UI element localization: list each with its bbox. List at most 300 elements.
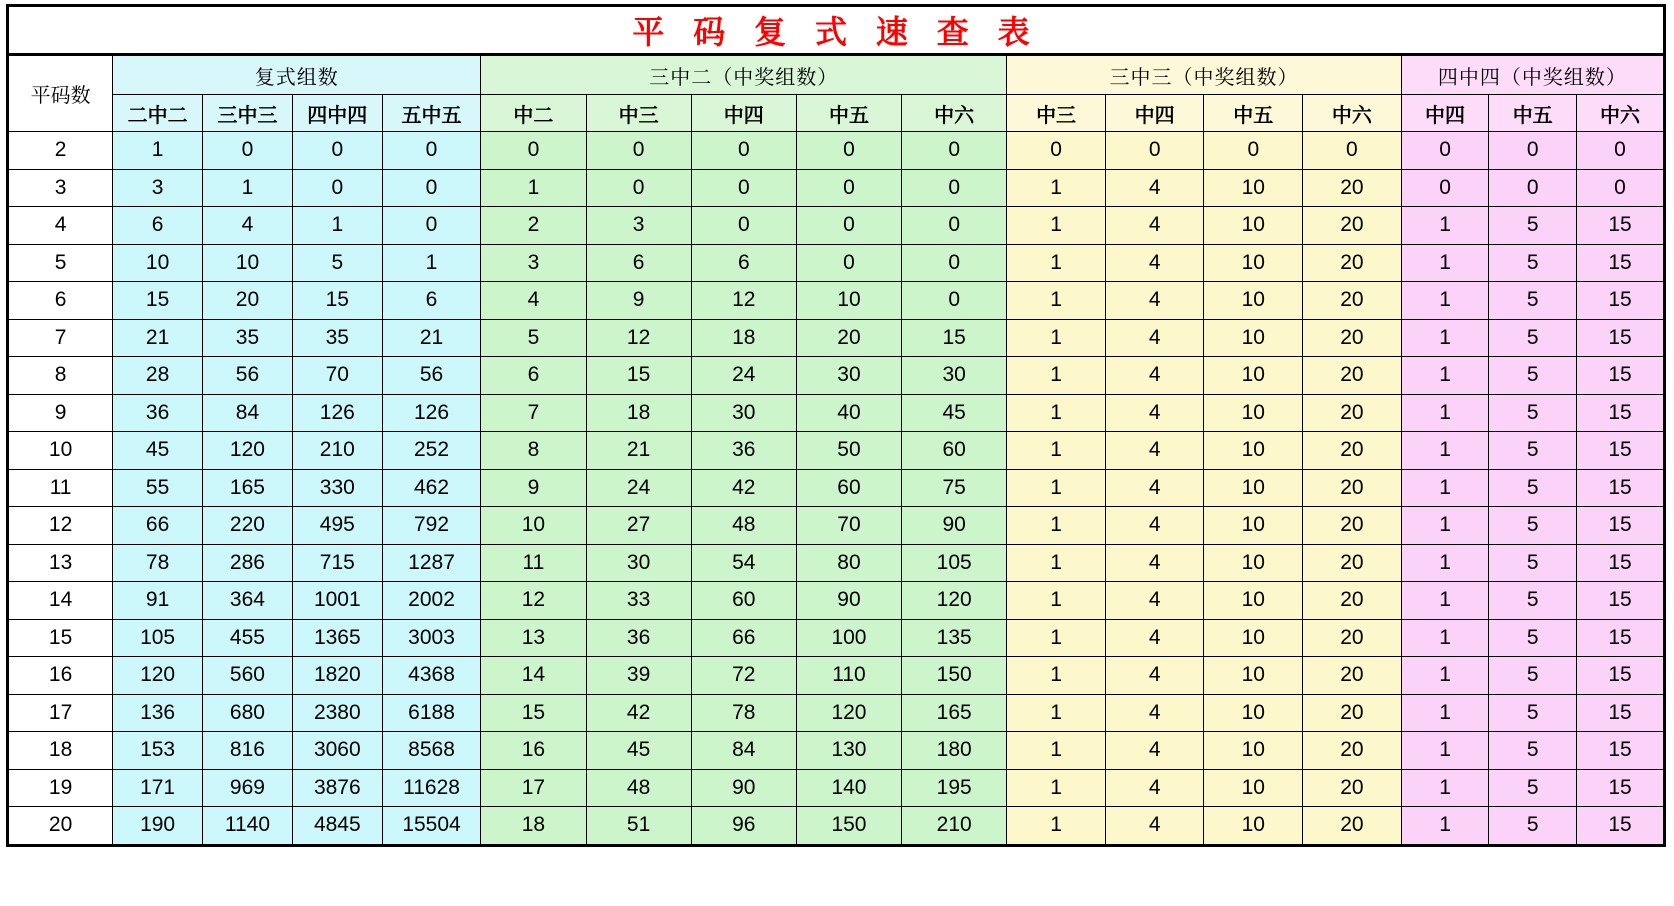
cell-d-0: 1: [1401, 582, 1489, 620]
cell-b-4: 0: [902, 244, 1007, 282]
cell-c-2: 10: [1204, 394, 1303, 432]
cell-b-0: 1: [481, 169, 586, 207]
cell-b-1: 9: [586, 282, 691, 320]
title-cell: [8, 6, 1665, 55]
cell-a-2: 715: [292, 544, 382, 582]
cell-d-1: 5: [1489, 357, 1577, 395]
cell-b-0: 12: [481, 582, 586, 620]
cell-c-2: 10: [1204, 769, 1303, 807]
cell-c-3: 20: [1303, 169, 1402, 207]
cell-d-1: 5: [1489, 319, 1577, 357]
cell-d-0: 1: [1401, 807, 1489, 846]
cell-a-0: 6: [113, 207, 203, 245]
cell-c-2: 10: [1204, 619, 1303, 657]
cell-b-3: 120: [796, 694, 901, 732]
cell-a-0: 15: [113, 282, 203, 320]
cell-b-0: 15: [481, 694, 586, 732]
table-row: [8, 694, 1665, 732]
col-header-d-0: 中四: [1401, 95, 1489, 132]
col-header-b-1: 中三: [586, 95, 691, 132]
table-row: [8, 244, 1665, 282]
cell-d-0: 1: [1401, 769, 1489, 807]
cell-c-2: 10: [1204, 207, 1303, 245]
row-index-cell: 9: [8, 394, 113, 432]
cell-b-2: 30: [691, 394, 796, 432]
cell-b-4: 0: [902, 169, 1007, 207]
table-row: [8, 357, 1665, 395]
cell-a-2: 0: [292, 169, 382, 207]
group-header-sanzhonger: 三中二（中奖组数）: [481, 55, 1007, 95]
cell-b-2: 84: [691, 732, 796, 770]
cell-c-1: 4: [1105, 769, 1204, 807]
cell-c-2: 10: [1204, 507, 1303, 545]
cell-a-0: 105: [113, 619, 203, 657]
cell-a-1: 455: [203, 619, 293, 657]
cell-b-2: 24: [691, 357, 796, 395]
title-row: [8, 6, 1665, 55]
cell-c-2: 10: [1204, 319, 1303, 357]
cell-a-0: 171: [113, 769, 203, 807]
cell-c-1: 4: [1105, 657, 1204, 695]
cell-b-3: 100: [796, 619, 901, 657]
cell-b-4: 90: [902, 507, 1007, 545]
cell-b-0: 11: [481, 544, 586, 582]
cell-c-0: 1: [1007, 807, 1106, 846]
cell-c-0: 1: [1007, 769, 1106, 807]
cell-a-3: 6: [382, 282, 481, 320]
cell-d-2: 15: [1577, 657, 1665, 695]
cell-c-1: 4: [1105, 432, 1204, 470]
cell-b-1: 48: [586, 769, 691, 807]
table-row: [8, 207, 1665, 245]
cell-d-1: 5: [1489, 694, 1577, 732]
table-row: [8, 769, 1665, 807]
cell-d-0: 1: [1401, 244, 1489, 282]
cell-b-3: 110: [796, 657, 901, 695]
col-header-c-1: 中四: [1105, 95, 1204, 132]
cell-a-2: 3060: [292, 732, 382, 770]
cell-b-3: 0: [796, 207, 901, 245]
cell-a-1: 1140: [203, 807, 293, 846]
cell-c-3: 20: [1303, 657, 1402, 695]
cell-b-0: 2: [481, 207, 586, 245]
cell-d-1: 5: [1489, 432, 1577, 470]
cell-b-1: 42: [586, 694, 691, 732]
cell-c-1: 4: [1105, 807, 1204, 846]
cell-d-2: 15: [1577, 619, 1665, 657]
table-row: [8, 432, 1665, 470]
cell-d-2: 0: [1577, 169, 1665, 207]
cell-b-3: 30: [796, 357, 901, 395]
cell-d-0: 0: [1401, 132, 1489, 170]
cell-a-0: 3: [113, 169, 203, 207]
cell-d-2: 15: [1577, 394, 1665, 432]
cell-b-2: 90: [691, 769, 796, 807]
cell-a-0: 66: [113, 507, 203, 545]
cell-b-4: 195: [902, 769, 1007, 807]
cell-d-0: 1: [1401, 507, 1489, 545]
cell-a-1: 220: [203, 507, 293, 545]
row-index-cell: 14: [8, 582, 113, 620]
cell-c-1: 4: [1105, 282, 1204, 320]
cell-a-1: 364: [203, 582, 293, 620]
cell-a-3: 792: [382, 507, 481, 545]
row-index-cell: 16: [8, 657, 113, 695]
cell-d-2: 15: [1577, 582, 1665, 620]
cell-b-2: 72: [691, 657, 796, 695]
cell-a-2: 0: [292, 132, 382, 170]
cell-a-1: 1: [203, 169, 293, 207]
cell-b-4: 105: [902, 544, 1007, 582]
cell-c-1: 4: [1105, 244, 1204, 282]
row-index-cell: 3: [8, 169, 113, 207]
cell-a-3: 2002: [382, 582, 481, 620]
cell-c-0: 1: [1007, 282, 1106, 320]
cell-d-0: 1: [1401, 282, 1489, 320]
cell-d-1: 0: [1489, 169, 1577, 207]
cell-a-3: 6188: [382, 694, 481, 732]
cell-c-2: 10: [1204, 282, 1303, 320]
table-row: [8, 469, 1665, 507]
cell-b-0: 8: [481, 432, 586, 470]
cell-a-0: 1: [113, 132, 203, 170]
cell-d-1: 5: [1489, 394, 1577, 432]
cell-b-4: 0: [902, 132, 1007, 170]
cell-c-3: 20: [1303, 469, 1402, 507]
table-row: [8, 582, 1665, 620]
cell-b-4: 0: [902, 282, 1007, 320]
cell-b-2: 36: [691, 432, 796, 470]
cell-c-2: 10: [1204, 694, 1303, 732]
row-index-cell: 4: [8, 207, 113, 245]
col-header-b-2: 中四: [691, 95, 796, 132]
cell-a-2: 2380: [292, 694, 382, 732]
row-index-cell: 11: [8, 469, 113, 507]
col-header-a-0: 二中二: [113, 95, 203, 132]
cell-a-0: 78: [113, 544, 203, 582]
cell-b-1: 36: [586, 619, 691, 657]
row-index-cell: 15: [8, 619, 113, 657]
cell-c-2: 10: [1204, 582, 1303, 620]
cell-a-3: 252: [382, 432, 481, 470]
cell-a-1: 20: [203, 282, 293, 320]
cell-d-0: 1: [1401, 657, 1489, 695]
cell-d-1: 5: [1489, 544, 1577, 582]
cell-b-0: 6: [481, 357, 586, 395]
cell-a-0: 190: [113, 807, 203, 846]
cell-a-0: 45: [113, 432, 203, 470]
cell-d-1: 5: [1489, 582, 1577, 620]
cell-c-0: 1: [1007, 507, 1106, 545]
cell-c-0: 1: [1007, 619, 1106, 657]
cell-c-2: 10: [1204, 544, 1303, 582]
cell-c-0: 1: [1007, 432, 1106, 470]
cell-b-3: 70: [796, 507, 901, 545]
cell-c-3: 20: [1303, 769, 1402, 807]
cell-a-2: 35: [292, 319, 382, 357]
col-header-d-2: 中六: [1577, 95, 1665, 132]
cell-b-2: 48: [691, 507, 796, 545]
cell-c-0: 1: [1007, 169, 1106, 207]
cell-a-0: 10: [113, 244, 203, 282]
cell-c-1: 4: [1105, 357, 1204, 395]
cell-d-1: 5: [1489, 657, 1577, 695]
cell-b-2: 78: [691, 694, 796, 732]
table-row: [8, 507, 1665, 545]
cell-c-0: 1: [1007, 544, 1106, 582]
cell-c-1: 4: [1105, 732, 1204, 770]
table-row: [8, 132, 1665, 170]
table-row: [8, 657, 1665, 695]
cell-a-3: 0: [382, 132, 481, 170]
col-header-c-0: 中三: [1007, 95, 1106, 132]
table-row: [8, 394, 1665, 432]
cell-b-0: 13: [481, 619, 586, 657]
group-header-row: [8, 55, 1665, 95]
cell-a-3: 8568: [382, 732, 481, 770]
cell-b-0: 10: [481, 507, 586, 545]
cell-d-0: 1: [1401, 694, 1489, 732]
cell-a-1: 10: [203, 244, 293, 282]
cell-a-1: 286: [203, 544, 293, 582]
cell-a-2: 15: [292, 282, 382, 320]
cell-c-3: 20: [1303, 394, 1402, 432]
cell-b-0: 5: [481, 319, 586, 357]
cell-b-4: 15: [902, 319, 1007, 357]
cell-a-1: 680: [203, 694, 293, 732]
cell-c-3: 20: [1303, 244, 1402, 282]
cell-d-1: 5: [1489, 507, 1577, 545]
cell-a-3: 4368: [382, 657, 481, 695]
cell-c-3: 20: [1303, 432, 1402, 470]
cell-c-1: 4: [1105, 169, 1204, 207]
cell-c-2: 10: [1204, 469, 1303, 507]
cell-d-1: 5: [1489, 244, 1577, 282]
table-row: [8, 619, 1665, 657]
cell-d-2: 15: [1577, 732, 1665, 770]
cell-a-2: 1001: [292, 582, 382, 620]
cell-a-1: 560: [203, 657, 293, 695]
cell-b-1: 27: [586, 507, 691, 545]
cell-c-1: 4: [1105, 544, 1204, 582]
cell-d-1: 5: [1489, 732, 1577, 770]
cell-d-1: 5: [1489, 469, 1577, 507]
cell-c-1: 4: [1105, 582, 1204, 620]
cell-a-0: 21: [113, 319, 203, 357]
cell-c-1: 4: [1105, 619, 1204, 657]
cell-b-0: 4: [481, 282, 586, 320]
cell-d-0: 0: [1401, 169, 1489, 207]
cell-a-0: 36: [113, 394, 203, 432]
cell-d-1: 5: [1489, 807, 1577, 846]
cell-a-2: 495: [292, 507, 382, 545]
col-header-b-0: 中二: [481, 95, 586, 132]
cell-c-0: 1: [1007, 732, 1106, 770]
cell-a-3: 126: [382, 394, 481, 432]
cell-b-3: 10: [796, 282, 901, 320]
cell-a-1: 4: [203, 207, 293, 245]
cell-c-1: 0: [1105, 132, 1204, 170]
row-index-cell: 13: [8, 544, 113, 582]
col-header-a-3: 五中五: [382, 95, 481, 132]
cell-b-1: 33: [586, 582, 691, 620]
cell-d-1: 5: [1489, 769, 1577, 807]
cell-b-4: 30: [902, 357, 1007, 395]
cell-d-0: 1: [1401, 732, 1489, 770]
cell-b-3: 0: [796, 169, 901, 207]
cell-b-4: 150: [902, 657, 1007, 695]
row-index-cell: 5: [8, 244, 113, 282]
cell-a-3: 56: [382, 357, 481, 395]
cell-b-1: 24: [586, 469, 691, 507]
cell-d-2: 15: [1577, 507, 1665, 545]
col-header-a-2: 四中四: [292, 95, 382, 132]
cell-c-3: 20: [1303, 732, 1402, 770]
cell-b-0: 3: [481, 244, 586, 282]
cell-c-1: 4: [1105, 319, 1204, 357]
cell-a-2: 5: [292, 244, 382, 282]
row-index-cell: 12: [8, 507, 113, 545]
cell-a-1: 0: [203, 132, 293, 170]
cell-d-0: 1: [1401, 357, 1489, 395]
row-index-cell: 18: [8, 732, 113, 770]
cell-b-3: 0: [796, 244, 901, 282]
cell-c-2: 10: [1204, 169, 1303, 207]
cell-d-2: 15: [1577, 469, 1665, 507]
cell-c-2: 0: [1204, 132, 1303, 170]
cell-b-4: 180: [902, 732, 1007, 770]
cell-b-0: 17: [481, 769, 586, 807]
cell-a-3: 11628: [382, 769, 481, 807]
cell-c-1: 4: [1105, 507, 1204, 545]
cell-b-2: 54: [691, 544, 796, 582]
cell-c-0: 1: [1007, 582, 1106, 620]
cell-b-1: 21: [586, 432, 691, 470]
cell-a-1: 120: [203, 432, 293, 470]
table-row: [8, 807, 1665, 846]
cell-a-0: 55: [113, 469, 203, 507]
cell-a-2: 4845: [292, 807, 382, 846]
cell-b-0: 7: [481, 394, 586, 432]
cell-b-4: 0: [902, 207, 1007, 245]
cell-c-2: 10: [1204, 657, 1303, 695]
cell-a-0: 91: [113, 582, 203, 620]
cell-d-1: 0: [1489, 132, 1577, 170]
cell-c-0: 1: [1007, 694, 1106, 732]
pingma-lookup-table: [6, 4, 1666, 847]
cell-b-0: 16: [481, 732, 586, 770]
cell-c-0: 1: [1007, 244, 1106, 282]
cell-b-1: 30: [586, 544, 691, 582]
cell-a-2: 126: [292, 394, 382, 432]
group-header-fushi: 复式组数: [113, 55, 481, 95]
cell-c-2: 10: [1204, 357, 1303, 395]
cell-b-3: 60: [796, 469, 901, 507]
cell-b-3: 40: [796, 394, 901, 432]
cell-c-1: 4: [1105, 694, 1204, 732]
cell-a-1: 969: [203, 769, 293, 807]
cell-d-2: 15: [1577, 357, 1665, 395]
cell-c-0: 1: [1007, 394, 1106, 432]
table-row: [8, 282, 1665, 320]
cell-a-3: 0: [382, 207, 481, 245]
cell-b-4: 75: [902, 469, 1007, 507]
cell-c-3: 20: [1303, 357, 1402, 395]
cell-b-4: 45: [902, 394, 1007, 432]
cell-c-3: 20: [1303, 694, 1402, 732]
table-row: [8, 732, 1665, 770]
cell-b-3: 20: [796, 319, 901, 357]
cell-c-3: 20: [1303, 544, 1402, 582]
cell-b-1: 51: [586, 807, 691, 846]
cell-b-2: 18: [691, 319, 796, 357]
col-header-c-3: 中六: [1303, 95, 1402, 132]
col-header-b-4: 中六: [902, 95, 1007, 132]
cell-b-1: 0: [586, 169, 691, 207]
cell-a-3: 1: [382, 244, 481, 282]
cell-a-2: 330: [292, 469, 382, 507]
cell-d-2: 0: [1577, 132, 1665, 170]
table-row: [8, 544, 1665, 582]
cell-b-0: 0: [481, 132, 586, 170]
cell-c-0: 1: [1007, 657, 1106, 695]
cell-d-2: 15: [1577, 432, 1665, 470]
cell-a-3: 21: [382, 319, 481, 357]
cell-c-1: 4: [1105, 394, 1204, 432]
cell-d-2: 15: [1577, 807, 1665, 846]
cell-c-3: 20: [1303, 319, 1402, 357]
cell-a-3: 15504: [382, 807, 481, 846]
cell-a-3: 1287: [382, 544, 481, 582]
cell-b-2: 96: [691, 807, 796, 846]
col-header-c-2: 中五: [1204, 95, 1303, 132]
row-index-cell: 8: [8, 357, 113, 395]
col-header-b-3: 中五: [796, 95, 901, 132]
cell-d-1: 5: [1489, 207, 1577, 245]
cell-c-2: 10: [1204, 432, 1303, 470]
cell-c-0: 0: [1007, 132, 1106, 170]
cell-d-0: 1: [1401, 432, 1489, 470]
page-title: 平 码 复 式 速 查 表: [632, 14, 1040, 50]
row-index-cell: 6: [8, 282, 113, 320]
cell-b-2: 0: [691, 132, 796, 170]
cell-b-3: 50: [796, 432, 901, 470]
table-row: [8, 319, 1665, 357]
cell-d-2: 15: [1577, 694, 1665, 732]
cell-b-0: 14: [481, 657, 586, 695]
cell-b-1: 6: [586, 244, 691, 282]
cell-a-2: 1820: [292, 657, 382, 695]
cell-c-3: 20: [1303, 207, 1402, 245]
cell-d-2: 15: [1577, 319, 1665, 357]
cell-c-0: 1: [1007, 357, 1106, 395]
cell-d-0: 1: [1401, 544, 1489, 582]
cell-d-2: 15: [1577, 244, 1665, 282]
table-row: [8, 169, 1665, 207]
cell-c-3: 0: [1303, 132, 1402, 170]
sub-header-row: [8, 95, 1665, 132]
cell-c-3: 20: [1303, 282, 1402, 320]
cell-c-1: 4: [1105, 207, 1204, 245]
cell-b-3: 130: [796, 732, 901, 770]
cell-d-0: 1: [1401, 469, 1489, 507]
cell-d-2: 15: [1577, 544, 1665, 582]
row-index-cell: 17: [8, 694, 113, 732]
cell-d-2: 15: [1577, 769, 1665, 807]
cell-b-2: 12: [691, 282, 796, 320]
cell-c-0: 1: [1007, 207, 1106, 245]
cell-b-0: 18: [481, 807, 586, 846]
